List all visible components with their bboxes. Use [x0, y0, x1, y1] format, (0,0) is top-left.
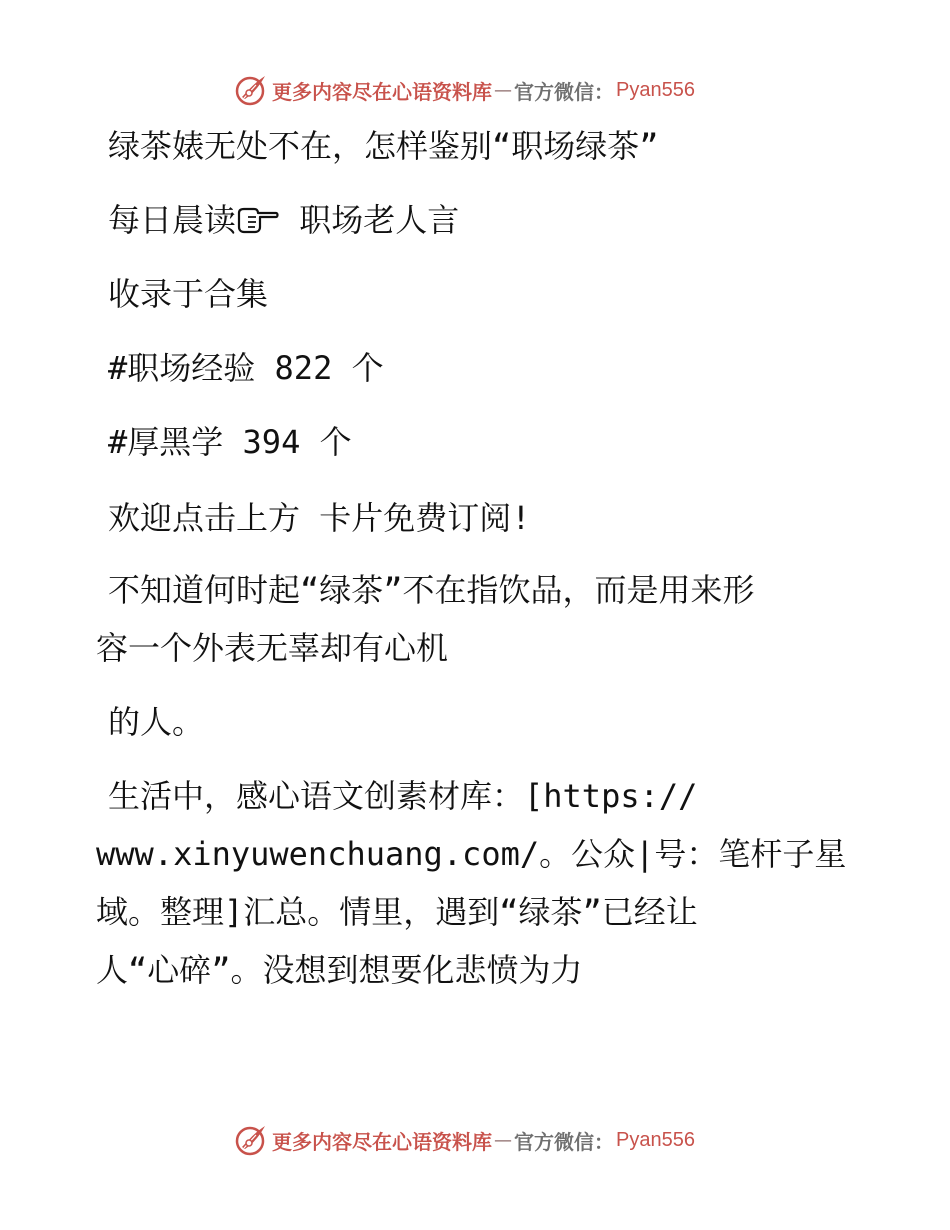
banner-wechat-id: Pyan556: [616, 78, 695, 101]
banner-slogan: 更多内容尽在心语资料库: [272, 1129, 492, 1154]
header-banner: [234, 72, 695, 108]
banner-slogan: 更多内容尽在心语资料库: [272, 79, 492, 104]
subscribe-line: 欢迎点击上方 卡片免费订阅!: [108, 499, 531, 537]
pointing-hand-icon: [236, 205, 280, 235]
banner-separator: —: [494, 1129, 512, 1151]
paragraph-1-line-2: 容一个外表无辜却有心机: [96, 629, 449, 667]
paragraph-2-line-2: www.xinyuwenchuang.com/。公众|号：笔杆子星: [96, 835, 847, 873]
banner-wechat-id: Pyan556: [616, 1128, 695, 1151]
banner-wechat-label: 官方微信：: [514, 79, 614, 104]
paragraph-1-line-1: 不知道何时起“绿茶”不在指饮品，而是用来形: [108, 571, 755, 609]
paragraph-2-line-1: 生活中，感心语文创素材库：[https://: [108, 777, 698, 815]
paragraph-1-line-3: 的人。: [108, 703, 205, 741]
paragraph-2-line-4: 人“心碎”。没想到想要化悲愤为力: [96, 951, 583, 989]
banner-wechat-label: 官方微信：: [514, 1129, 614, 1154]
banner-separator: —: [494, 79, 512, 101]
collection-label: 收录于合集: [108, 275, 269, 313]
quill-logo-icon: [234, 1123, 268, 1157]
series-suffix: 职场老人言: [280, 201, 460, 239]
paragraph-2-line-3: 域。整理]汇总。情里，遇到“绿茶”已经让: [96, 893, 698, 931]
article-title: 绿茶婊无处不在，怎样鉴别“职场绿茶”: [108, 127, 659, 165]
series-prefix: 每日晨读: [108, 201, 237, 239]
tag-workplace-experience[interactable]: #职场经验 822 个: [108, 349, 384, 387]
quill-logo-icon: [234, 73, 268, 107]
tag-thick-black[interactable]: #厚黑学 394 个: [108, 423, 352, 461]
series-line: [108, 200, 459, 240]
footer-banner: [234, 1122, 695, 1158]
